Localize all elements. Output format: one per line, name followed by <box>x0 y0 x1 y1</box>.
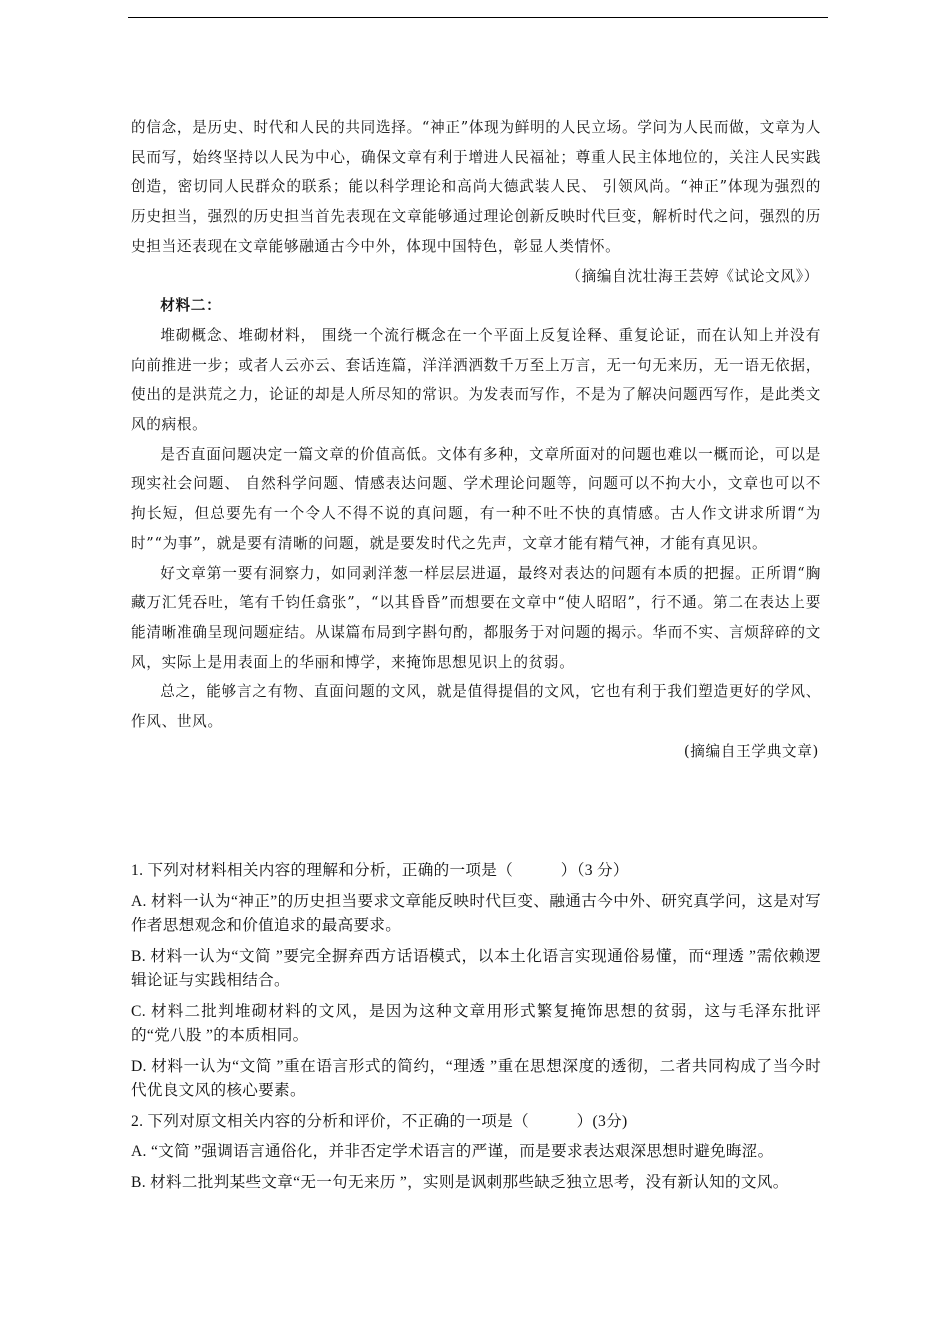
question-1-option-c: C. 材料二批判堆砌材料的文风，是因为这种文章用形式繁复掩饰思想的贫弱，这与毛泽东批评的“党八股 ”的本质相同。 <box>131 1002 821 1044</box>
material-one-paragraph: 的信念，是历史、时代和人民的共同选择。“神正”体现为鲜明的人民立场。学问为人民而做，文章为人民而写，始终坚持以人民为中心，确保文章有利于增进人民福祉；尊重人民主体地位的，关注人民实践创造，密切同人民群众的联系；能以科学理论和高尚大德武装人民、 引领风尚。“神正”体现为强烈的历史担当，强烈的历史担当首先表现在文章能够通过理论创新反映时代巨变，解析时代之问，强烈的历史担当还表现在文章能够融通古今中外，体现中国特色，彰显人类情怀。 <box>131 119 821 255</box>
material-two-paragraph: 好文章第一要有洞察力，如同剥洋葱一样层层进逼，最终对表达的问题有本质的把握。正所谓“胸藏万汇凭吞吐，笔有千钧任翕张”，“以其昏昏”而想要在文章中“使人昭昭”，行不通。第二在表达上要能清晰准确呈现问题症结。从谋篇布局到字斟句酌，都服务于对问题的揭示。华而不实、言烦辞碎的文风，实际上是用表面上的华丽和博学，来掩饰思想见识上的贫弱。 <box>131 564 821 671</box>
material-two-paragraph: 堆砌概念、堆砌材料， 围绕一个流行概念在一个平面上反复诠释、重复论证，而在认知上并没有向前推进一步；或者人云亦云、套话连篇，洋洋洒洒数千万至上万言，无一句无来历，无一语无依据，使出的是洪荒之力，论证的却是人所尽知的常识。为发表而写作，不是为了解决问题西写作，是此类文风的病根。 <box>131 326 821 434</box>
material-two-paragraph: 是否直面问题决定一篇文章的价值高低。文体有多种，文章所面对的问题也难以一概而论，可以是现实社会问题、 自然科学问题、情感表达问题、学术理论问题等，问题可以不拘大小，文章也可以不拘长短，但总要先有一个令人不得不说的真问题，有一种不吐不快的真情感。古人作文讲求所谓“为时”“为事”，就是要有清晰的问题，就是要发时代之先声，文章才能有精气神，才能有真见识。 <box>131 445 821 552</box>
questions-section <box>131 859 821 1201</box>
question-2-option-b: B. 材料二批判某些文章“无一句无来历 ”，实则是讽刺那些缺乏独立思考，没有新认知的文风。 <box>131 1173 789 1191</box>
material-two-source: (摘编自王学典文章) <box>683 742 819 760</box>
material-two-paragraph: 总之，能够言之有物、直面问题的文风，就是值得提倡的文风，它也有利于我们塑造更好的学风、作风、世风。 <box>131 683 821 731</box>
material-one-source: （摘编自沈壮海王芸婷《试论文风》） <box>566 267 819 285</box>
question-1-option-b: B. 材料一认为“文简 ”要完全摒弃西方话语模式，以本土化语言实现通俗易懂，而“理透 ”需依赖逻辑论证与实践相结合。 <box>131 947 821 989</box>
question-1-option-a: A. 材料一认为“神正”的历史担当要求文章能反映时代巨变、融通古今中外、研究真学问，这是对写作者思想观念和价值追求的最高要求。 <box>131 892 821 934</box>
question-1-option-d: D. 材料一认为“文简 ”重在语言形式的简约，“理透 ”重在思想深度的透彻，二者共同构成了当今时代优良文风的核心要素。 <box>131 1057 821 1099</box>
material-two-heading: 材料二： <box>160 297 222 315</box>
question-1-stem: 1. 下列对材料相关内容的理解和分析，正确的一项是（ ）（3 分） <box>131 862 629 879</box>
question-2-option-a: A. “文简 ”强调语言通俗化，并非否定学术语言的严谨，而是要求表达艰深思想时避免晦涩。 <box>131 1143 774 1160</box>
question-2-stem: 2. 下列对原文相关内容的分析和评价，不正确的一项是（ ）(3分) <box>131 1112 628 1130</box>
material-one-section <box>131 113 821 766</box>
header-rule <box>128 17 828 18</box>
